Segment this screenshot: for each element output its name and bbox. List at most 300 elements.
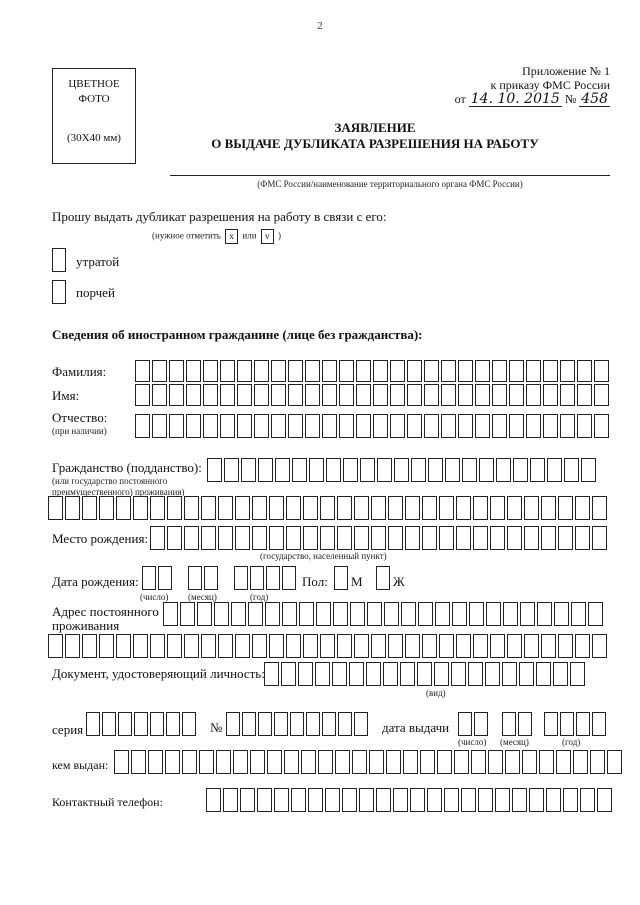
entry-cell[interactable] <box>390 384 405 406</box>
entry-cell[interactable] <box>458 712 472 736</box>
entry-cell[interactable] <box>435 602 450 626</box>
entry-cell[interactable] <box>150 712 164 736</box>
entry-cell[interactable] <box>503 602 518 626</box>
entry-cell[interactable] <box>546 788 561 812</box>
entry-cell[interactable] <box>203 384 218 406</box>
entry-cell[interactable] <box>544 712 558 736</box>
entry-cell[interactable] <box>388 526 403 550</box>
entry-cell[interactable] <box>169 360 184 382</box>
entry-cell[interactable] <box>441 360 456 382</box>
entry-cell[interactable] <box>529 788 544 812</box>
entry-cell[interactable] <box>303 496 318 520</box>
entry-cell[interactable] <box>150 634 165 658</box>
entry-cell[interactable] <box>184 526 199 550</box>
entry-cell[interactable] <box>526 360 541 382</box>
entry-cell[interactable] <box>134 712 148 736</box>
entry-cell[interactable] <box>264 662 279 686</box>
entry-cell[interactable] <box>288 384 303 406</box>
entry-cell[interactable] <box>502 662 517 686</box>
entry-cell[interactable] <box>305 360 320 382</box>
entry-cell[interactable] <box>223 788 238 812</box>
entry-cell[interactable] <box>356 360 371 382</box>
entry-cell[interactable] <box>473 526 488 550</box>
entry-cell[interactable] <box>163 602 178 626</box>
entry-cell[interactable] <box>258 458 273 482</box>
entry-cell[interactable] <box>576 712 590 736</box>
entry-cell[interactable] <box>475 384 490 406</box>
entry-cell[interactable] <box>422 526 437 550</box>
entry-cell[interactable] <box>150 496 165 520</box>
entry-cell[interactable] <box>99 496 114 520</box>
entry-cell[interactable] <box>554 602 569 626</box>
entry-cell[interactable] <box>350 602 365 626</box>
entry-cell[interactable] <box>401 602 416 626</box>
entry-cell[interactable] <box>186 360 201 382</box>
entry-cell[interactable] <box>286 496 301 520</box>
entry-cell[interactable] <box>478 788 493 812</box>
entry-cell[interactable] <box>82 496 97 520</box>
entry-cell[interactable] <box>352 750 367 774</box>
entry-cell[interactable] <box>201 496 216 520</box>
entry-cell[interactable] <box>492 360 507 382</box>
issue-year-cells[interactable] <box>544 712 608 736</box>
entry-cell[interactable] <box>384 602 399 626</box>
entry-cell[interactable] <box>284 750 299 774</box>
entry-cell[interactable] <box>116 634 131 658</box>
surname-cells[interactable] <box>135 360 611 382</box>
entry-cell[interactable] <box>410 788 425 812</box>
entry-cell[interactable] <box>366 662 381 686</box>
entry-cell[interactable] <box>288 414 303 438</box>
entry-cell[interactable] <box>48 496 63 520</box>
entry-cell[interactable] <box>186 384 201 406</box>
entry-cell[interactable] <box>474 712 488 736</box>
entry-cell[interactable] <box>469 602 484 626</box>
entry-cell[interactable] <box>269 634 284 658</box>
entry-cell[interactable] <box>424 384 439 406</box>
entry-cell[interactable] <box>563 788 578 812</box>
entry-cell[interactable] <box>424 360 439 382</box>
entry-cell[interactable] <box>560 712 574 736</box>
entry-cell[interactable] <box>507 634 522 658</box>
entry-cell[interactable] <box>473 496 488 520</box>
entry-cell[interactable] <box>235 526 250 550</box>
entry-cell[interactable] <box>594 414 609 438</box>
entry-cell[interactable] <box>224 458 239 482</box>
entry-cell[interactable] <box>274 788 289 812</box>
entry-cell[interactable] <box>580 788 595 812</box>
entry-cell[interactable] <box>444 788 459 812</box>
entry-cell[interactable] <box>303 526 318 550</box>
entry-cell[interactable] <box>530 458 545 482</box>
entry-cell[interactable] <box>564 458 579 482</box>
entry-cell[interactable] <box>99 634 114 658</box>
phone-cells[interactable] <box>206 788 614 812</box>
entry-cell[interactable] <box>220 414 235 438</box>
entry-cell[interactable] <box>543 360 558 382</box>
entry-cell[interactable] <box>400 662 415 686</box>
entry-cell[interactable] <box>488 750 503 774</box>
entry-cell[interactable] <box>539 750 554 774</box>
entry-cell[interactable] <box>360 458 375 482</box>
entry-cell[interactable] <box>203 414 218 438</box>
entry-cell[interactable] <box>570 662 585 686</box>
entry-cell[interactable] <box>590 750 605 774</box>
entry-cell[interactable] <box>356 414 371 438</box>
entry-cell[interactable] <box>216 750 231 774</box>
entry-cell[interactable] <box>322 384 337 406</box>
entry-cell[interactable] <box>152 414 167 438</box>
entry-cell[interactable] <box>575 634 590 658</box>
entry-cell[interactable] <box>422 634 437 658</box>
entry-cell[interactable] <box>592 634 607 658</box>
entry-cell[interactable] <box>133 496 148 520</box>
entry-cell[interactable] <box>203 360 218 382</box>
entry-cell[interactable] <box>490 496 505 520</box>
entry-cell[interactable] <box>452 602 467 626</box>
entry-cell[interactable] <box>282 602 297 626</box>
entry-cell[interactable] <box>182 750 197 774</box>
entry-cell[interactable] <box>418 602 433 626</box>
sex-male-checkbox[interactable] <box>334 566 348 590</box>
entry-cell[interactable] <box>513 458 528 482</box>
entry-cell[interactable] <box>308 788 323 812</box>
entry-cell[interactable] <box>354 496 369 520</box>
entry-cell[interactable] <box>337 634 352 658</box>
entry-cell[interactable] <box>220 384 235 406</box>
birth-year-cells[interactable] <box>234 566 298 590</box>
entry-cell[interactable] <box>560 414 575 438</box>
entry-cell[interactable] <box>420 750 435 774</box>
entry-cell[interactable] <box>573 750 588 774</box>
entry-cell[interactable] <box>281 662 296 686</box>
sex-female-checkbox[interactable] <box>376 566 390 590</box>
entry-cell[interactable] <box>522 750 537 774</box>
entry-cell[interactable] <box>158 566 172 590</box>
entry-cell[interactable] <box>536 662 551 686</box>
entry-cell[interactable] <box>282 566 296 590</box>
entry-cell[interactable] <box>597 788 612 812</box>
entry-cell[interactable] <box>180 602 195 626</box>
entry-cell[interactable] <box>371 496 386 520</box>
entry-cell[interactable] <box>201 526 216 550</box>
entry-cell[interactable] <box>479 458 494 482</box>
entry-cell[interactable] <box>250 566 264 590</box>
entry-cell[interactable] <box>356 384 371 406</box>
entry-cell[interactable] <box>543 384 558 406</box>
entry-cell[interactable] <box>354 712 368 736</box>
entry-cell[interactable] <box>86 712 100 736</box>
entry-cell[interactable] <box>458 384 473 406</box>
entry-cell[interactable] <box>199 750 214 774</box>
series-cells[interactable] <box>86 712 198 736</box>
entry-cell[interactable] <box>254 414 269 438</box>
entry-cell[interactable] <box>235 634 250 658</box>
entry-cell[interactable] <box>541 526 556 550</box>
entry-cell[interactable] <box>588 602 603 626</box>
entry-cell[interactable] <box>456 526 471 550</box>
entry-cell[interactable] <box>231 602 246 626</box>
entry-cell[interactable] <box>184 496 199 520</box>
entry-cell[interactable] <box>439 526 454 550</box>
entry-cell[interactable] <box>269 526 284 550</box>
entry-cell[interactable] <box>390 414 405 438</box>
entry-cell[interactable] <box>338 712 352 736</box>
entry-cell[interactable] <box>116 496 131 520</box>
entry-cell[interactable] <box>48 634 63 658</box>
entry-cell[interactable] <box>252 634 267 658</box>
entry-cell[interactable] <box>571 602 586 626</box>
entry-cell[interactable] <box>537 602 552 626</box>
entry-cell[interactable] <box>373 414 388 438</box>
entry-cell[interactable] <box>204 566 218 590</box>
entry-cell[interactable] <box>305 414 320 438</box>
entry-cell[interactable] <box>445 458 460 482</box>
entry-cell[interactable] <box>393 788 408 812</box>
entry-cell[interactable] <box>114 750 129 774</box>
citizenship-cells-1[interactable] <box>207 458 598 482</box>
entry-cell[interactable] <box>507 496 522 520</box>
entry-cell[interactable] <box>322 414 337 438</box>
entry-cell[interactable] <box>428 458 443 482</box>
entry-cell[interactable] <box>337 526 352 550</box>
entry-cell[interactable] <box>248 602 263 626</box>
entry-cell[interactable] <box>288 360 303 382</box>
entry-cell[interactable] <box>526 414 541 438</box>
entry-cell[interactable] <box>343 458 358 482</box>
entry-cell[interactable] <box>558 526 573 550</box>
entry-cell[interactable] <box>258 712 272 736</box>
entry-cell[interactable] <box>292 458 307 482</box>
entry-cell[interactable] <box>167 526 182 550</box>
entry-cell[interactable] <box>306 712 320 736</box>
entry-cell[interactable] <box>458 414 473 438</box>
entry-cell[interactable] <box>454 750 469 774</box>
entry-cell[interactable] <box>316 602 331 626</box>
entry-cell[interactable] <box>439 634 454 658</box>
entry-cell[interactable] <box>218 496 233 520</box>
entry-cell[interactable] <box>424 414 439 438</box>
entry-cell[interactable] <box>237 360 252 382</box>
entry-cell[interactable] <box>575 526 590 550</box>
entry-cell[interactable] <box>553 662 568 686</box>
entry-cell[interactable] <box>456 634 471 658</box>
entry-cell[interactable] <box>188 566 202 590</box>
entry-cell[interactable] <box>486 602 501 626</box>
entry-cell[interactable] <box>269 496 284 520</box>
entry-cell[interactable] <box>581 458 596 482</box>
entry-cell[interactable] <box>383 662 398 686</box>
entry-cell[interactable] <box>594 360 609 382</box>
entry-cell[interactable] <box>271 384 286 406</box>
entry-cell[interactable] <box>592 496 607 520</box>
name-cells[interactable] <box>135 384 611 406</box>
entry-cell[interactable] <box>577 360 592 382</box>
entry-cell[interactable] <box>509 414 524 438</box>
entry-cell[interactable] <box>165 750 180 774</box>
entry-cell[interactable] <box>377 458 392 482</box>
entry-cell[interactable] <box>371 526 386 550</box>
entry-cell[interactable] <box>252 526 267 550</box>
entry-cell[interactable] <box>495 788 510 812</box>
entry-cell[interactable] <box>458 360 473 382</box>
entry-cell[interactable] <box>303 634 318 658</box>
entry-cell[interactable] <box>333 602 348 626</box>
entry-cell[interactable] <box>240 788 255 812</box>
entry-cell[interactable] <box>547 458 562 482</box>
entry-cell[interactable] <box>167 496 182 520</box>
entry-cell[interactable] <box>206 788 221 812</box>
entry-cell[interactable] <box>65 634 80 658</box>
entry-cell[interactable] <box>250 750 265 774</box>
entry-cell[interactable] <box>407 360 422 382</box>
entry-cell[interactable] <box>456 496 471 520</box>
entry-cell[interactable] <box>320 634 335 658</box>
citizenship-cells-2[interactable] <box>48 496 609 520</box>
entry-cell[interactable] <box>286 634 301 658</box>
entry-cell[interactable] <box>524 634 539 658</box>
entry-cell[interactable] <box>135 360 150 382</box>
entry-cell[interactable] <box>267 750 282 774</box>
damage-checkbox[interactable] <box>52 280 66 304</box>
entry-cell[interactable] <box>169 414 184 438</box>
entry-cell[interactable] <box>502 712 516 736</box>
entry-cell[interactable] <box>556 750 571 774</box>
entry-cell[interactable] <box>254 384 269 406</box>
entry-cell[interactable] <box>592 526 607 550</box>
entry-cell[interactable] <box>541 634 556 658</box>
entry-cell[interactable] <box>376 788 391 812</box>
entry-cell[interactable] <box>339 414 354 438</box>
entry-cell[interactable] <box>417 662 432 686</box>
entry-cell[interactable] <box>473 634 488 658</box>
entry-cell[interactable] <box>468 662 483 686</box>
entry-cell[interactable] <box>371 634 386 658</box>
entry-cell[interactable] <box>405 526 420 550</box>
entry-cell[interactable] <box>265 602 280 626</box>
entry-cell[interactable] <box>242 712 256 736</box>
entry-cell[interactable] <box>320 526 335 550</box>
entry-cell[interactable] <box>218 634 233 658</box>
entry-cell[interactable] <box>405 634 420 658</box>
entry-cell[interactable] <box>207 458 222 482</box>
entry-cell[interactable] <box>437 750 452 774</box>
entry-cell[interactable] <box>354 634 369 658</box>
loss-checkbox[interactable] <box>52 248 66 272</box>
entry-cell[interactable] <box>275 458 290 482</box>
patronymic-cells[interactable] <box>135 414 611 438</box>
entry-cell[interactable] <box>373 360 388 382</box>
entry-cell[interactable] <box>441 384 456 406</box>
entry-cell[interactable] <box>509 360 524 382</box>
entry-cell[interactable] <box>490 634 505 658</box>
issue-day-cells[interactable] <box>458 712 490 736</box>
entry-cell[interactable] <box>226 712 240 736</box>
entry-cell[interactable] <box>298 662 313 686</box>
entry-cell[interactable] <box>560 360 575 382</box>
entry-cell[interactable] <box>388 634 403 658</box>
entry-cell[interactable] <box>135 414 150 438</box>
entry-cell[interactable] <box>386 750 401 774</box>
entry-cell[interactable] <box>390 360 405 382</box>
entry-cell[interactable] <box>318 750 333 774</box>
entry-cell[interactable] <box>434 662 449 686</box>
entry-cell[interactable] <box>320 496 335 520</box>
number-cells[interactable] <box>226 712 370 736</box>
entry-cell[interactable] <box>524 496 539 520</box>
entry-cell[interactable] <box>519 662 534 686</box>
entry-cell[interactable] <box>496 458 511 482</box>
entry-cell[interactable] <box>234 566 248 590</box>
entry-cell[interactable] <box>257 788 272 812</box>
entry-cell[interactable] <box>118 712 132 736</box>
entry-cell[interactable] <box>492 414 507 438</box>
entry-cell[interactable] <box>394 458 409 482</box>
issue-month-cells[interactable] <box>502 712 534 736</box>
entry-cell[interactable] <box>182 712 196 736</box>
entry-cell[interactable] <box>403 750 418 774</box>
entry-cell[interactable] <box>558 496 573 520</box>
entry-cell[interactable] <box>560 384 575 406</box>
id-document-cells[interactable] <box>264 662 587 686</box>
entry-cell[interactable] <box>201 634 216 658</box>
entry-cell[interactable] <box>322 360 337 382</box>
entry-cell[interactable] <box>266 566 280 590</box>
entry-cell[interactable] <box>332 662 347 686</box>
entry-cell[interactable] <box>186 414 201 438</box>
entry-cell[interactable] <box>577 384 592 406</box>
entry-cell[interactable] <box>286 526 301 550</box>
entry-cell[interactable] <box>301 750 316 774</box>
birthplace-cells[interactable] <box>150 526 609 550</box>
entry-cell[interactable] <box>291 788 306 812</box>
entry-cell[interactable] <box>461 788 476 812</box>
address-cells-1[interactable] <box>163 602 605 626</box>
birth-day-cells[interactable] <box>142 566 174 590</box>
birth-month-cells[interactable] <box>188 566 220 590</box>
entry-cell[interactable] <box>322 712 336 736</box>
entry-cell[interactable] <box>509 384 524 406</box>
entry-cell[interactable] <box>102 712 116 736</box>
entry-cell[interactable] <box>512 788 527 812</box>
entry-cell[interactable] <box>150 526 165 550</box>
entry-cell[interactable] <box>407 414 422 438</box>
entry-cell[interactable] <box>411 458 426 482</box>
entry-cell[interactable] <box>135 384 150 406</box>
entry-cell[interactable] <box>82 634 97 658</box>
entry-cell[interactable] <box>577 414 592 438</box>
entry-cell[interactable] <box>131 750 146 774</box>
entry-cell[interactable] <box>339 360 354 382</box>
entry-cell[interactable] <box>543 414 558 438</box>
entry-cell[interactable] <box>541 496 556 520</box>
entry-cell[interactable] <box>342 788 357 812</box>
entry-cell[interactable] <box>152 384 167 406</box>
entry-cell[interactable] <box>349 662 364 686</box>
entry-cell[interactable] <box>325 788 340 812</box>
entry-cell[interactable] <box>339 384 354 406</box>
entry-cell[interactable] <box>441 414 456 438</box>
entry-cell[interactable] <box>152 360 167 382</box>
entry-cell[interactable] <box>148 750 163 774</box>
address-cells-2[interactable] <box>48 634 609 658</box>
entry-cell[interactable] <box>305 384 320 406</box>
entry-cell[interactable] <box>492 384 507 406</box>
entry-cell[interactable] <box>475 360 490 382</box>
entry-cell[interactable] <box>594 384 609 406</box>
entry-cell[interactable] <box>451 662 466 686</box>
entry-cell[interactable] <box>233 750 248 774</box>
